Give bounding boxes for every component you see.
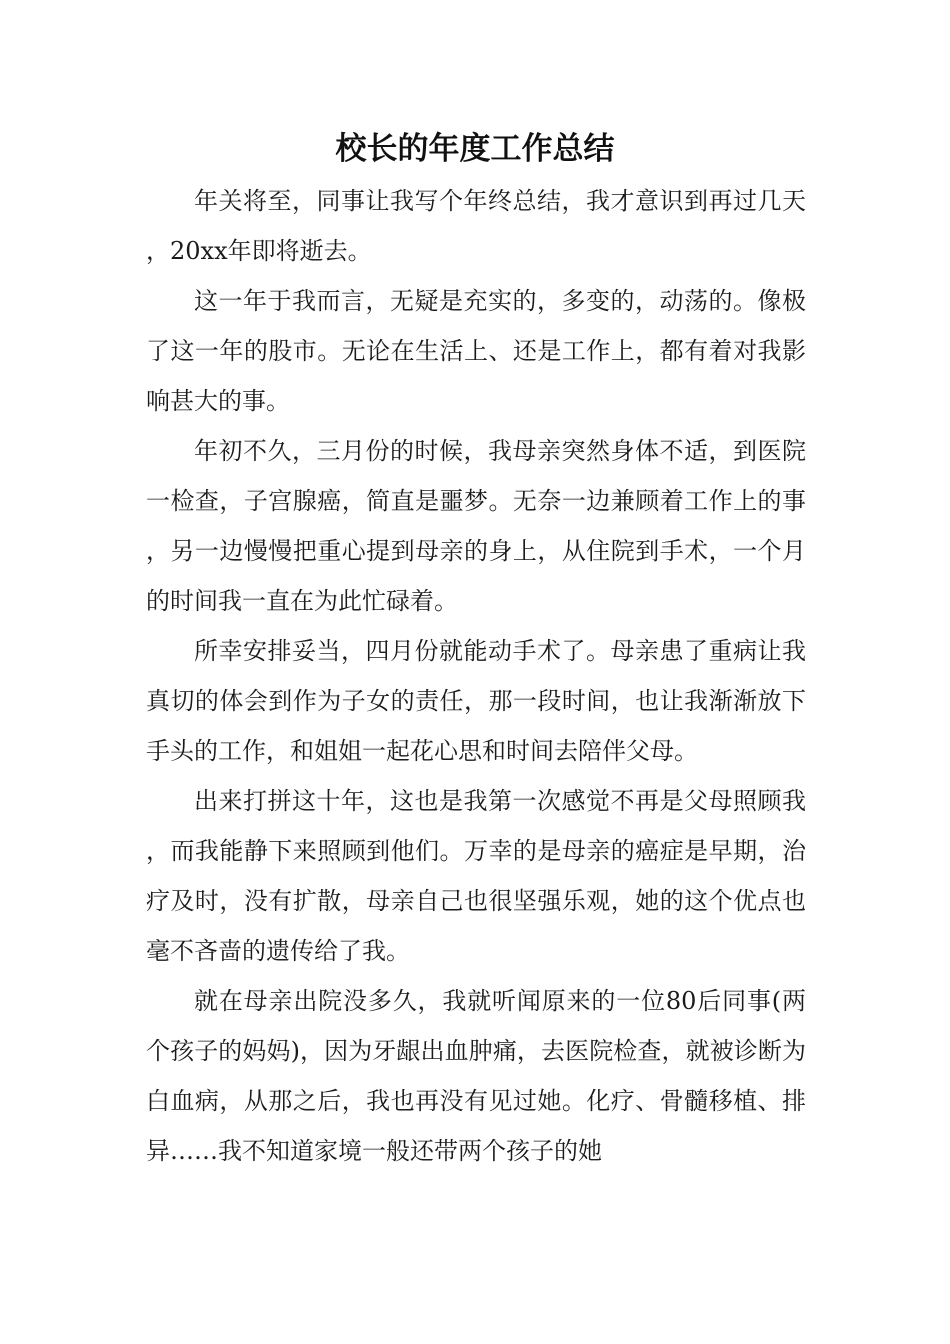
paragraph-5: 出来打拼这十年，这也是我第一次感觉不再是父母照顾我，而我能静下来照顾到他们。万幸的是母亲的癌症是早期，治疗及时，没有扩散，母亲自己也很坚强乐观，她的这个优点也毫不吝啬的遗传给了我。 (146, 787, 806, 965)
paragraph-6: 就在母亲出院没多久，我就听闻原来的一位80后同事(两个孩子的妈妈)，因为牙龈出血肿痛，去医院检查，就被诊断为白血病，从那之后，我也再没有见过她。化疗、骨髓移植、排异……我不知道家境一般还带两个孩子的她 (146, 987, 806, 1165)
paragraph-2: 这一年于我而言，无疑是充实的，多变的，动荡的。像极了这一年的股市。无论在生活上、还是工作上，都有着对我影响甚大的事。 (146, 287, 806, 415)
document-body (146, 176, 806, 1176)
paragraph-4: 所幸安排妥当，四月份就能动手术了。母亲患了重病让我真切的体会到作为子女的责任，那一段时间，也让我渐渐放下手头的工作，和姐姐一起花心思和时间去陪伴父母。 (146, 637, 806, 765)
paragraph-1: 年关将至，同事让我写个年终总结，我才意识到再过几天，20xx年即将逝去。 (146, 187, 806, 265)
document-title: 校长的年度工作总结 (335, 131, 615, 167)
paragraph-3: 年初不久，三月份的时候，我母亲突然身体不适，到医院一检查，子宫腺癌，简直是噩梦。无奈一边兼顾着工作上的事，另一边慢慢把重心提到母亲的身上，从住院到手术，一个月的时间我一直在为此忙碌着。 (146, 437, 806, 615)
